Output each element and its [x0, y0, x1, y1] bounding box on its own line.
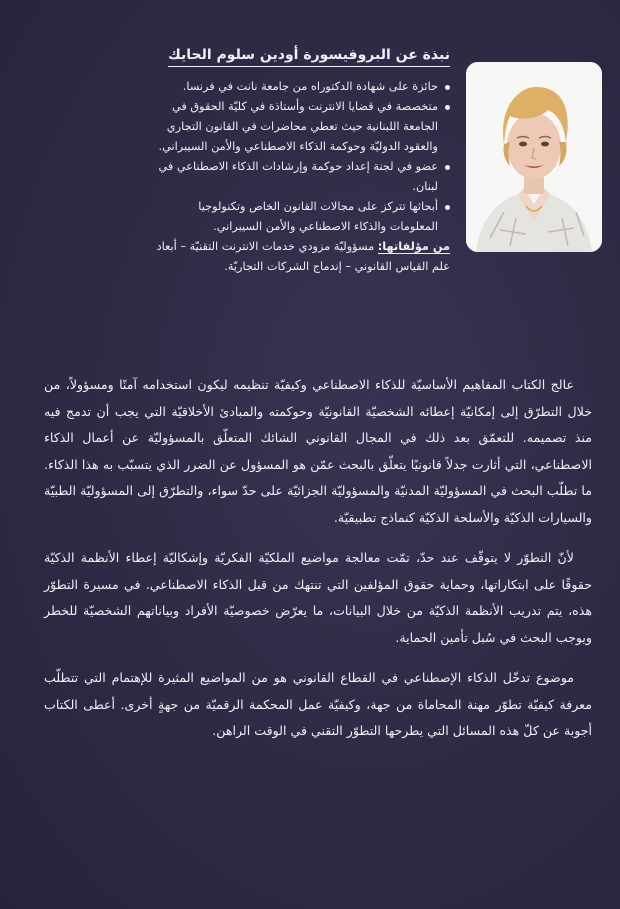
book-description — [44, 372, 592, 745]
bio-item-committee: عضو في لجنة إعداد حوكمة وإرشادات الذكاء الاصطناعي في لبنان. — [150, 157, 450, 197]
description-paragraph-3: موضوع تدخّل الذكاء الإصطناعي في القطاع القانوني هو من المواضيع المثيرة للإهتمام التي تتطلّب معرفة كيفيّة تطوّر مهنة المحاماة من جهة، وكيفيّة عمل المحكمة الرقميّة من جهةٍ أخرى. أعطى الكتاب أجوبة عن كلّ هذه المسائل التي يطرحها التطوّر التقني في الوقت الراهن. — [44, 670, 592, 738]
description-paragraph-1: عالج الكتاب المفاهيم الأساسيّة للذكاء الاصطناعي وكيفيّة تنظيمه ليكون استخدامه آمنًا ومسؤولاً، من خلال التطرّق إلى إمكانيّة إعطائه الشخصيّة القانونيّة وحوكمته والمبادئ الأخلاقيّة التي يجب أن تدمج فيه منذ تصميمه. للتعمّق بعد ذلك في المجال القانوني الشائك المتعلّق بالمسؤوليّة عن أعمال الذكاء الاصطناعي، التي أثارت جدلاً قانونيًا يتعلّق بالبحث عمّن هو المسؤول عن الضرر الذي يتسبّب به هذا الذكاء. ما تطلّب البحث في المسؤوليّة المدنيّة والمسؤوليّة الجزائيّة على حدّ سواء، والتطرّق إلى المسؤوليّة الطبيّة والسيارات الذكيّة والأسلحة الذكيّة كنماذج تطبيقيّة. — [44, 377, 592, 525]
works-label: من مؤلفاتها: — [377, 240, 450, 254]
bio-list — [150, 77, 450, 237]
works-text: مسؤوليّة مزودي خدمات الانترنت التقنيّة – أبعاد علم القياس القانوني – إندماج الشركات التجاريّة. — [156, 240, 450, 274]
bio-item-research: أبحاثها تتركز على مجالات القانون الخاص وتكنولوجيا المعلومات والذكاء الاصطناعي والأمن السيبراني. — [150, 197, 450, 237]
bio-item-doctorate: حائزة على شهادة الدكتوراه من جامعة نانت في فرنسا. — [150, 77, 450, 97]
author-bio — [150, 44, 450, 277]
author-works — [150, 237, 450, 277]
author-photo — [466, 62, 602, 252]
description-paragraph-2: لأنّ التطوّر لا يتوقّف عند حدّ، تمّت معالجة مواضيع الملكيّة الفكريّة وإشكاليّة إعطاء الأنظمة الذكيّة حقوقًا على ابتكاراتها، وحماية حقوق المؤلفين التي تنتهك من قبل الذكاء الاصطناعي. في مسيرة التطوّر هذه، يتم تدريب الأنظمة الذكيّة من خلال البيانات، ما يعرّض خصوصيّة الأفراد وبياناتهم الشخصيّة للخطر ويوجب البحث في سُبل تأمين الحماية. — [44, 550, 592, 645]
bio-title: نبذة عن البروفيسورة أودين سلوم الحايك — [168, 46, 450, 67]
bio-item-specialization: متخصصة في قضايا الانترنت وأستاذة في كليّة الحقوق في الجامعة اللبنانية حيث تعطي محاضرات في القانون التجاري والعقود الدوليّة وحوكمة الذكاء الاصطناعي والأمن السيبراني. — [150, 97, 450, 157]
author-portrait-image — [466, 62, 602, 252]
